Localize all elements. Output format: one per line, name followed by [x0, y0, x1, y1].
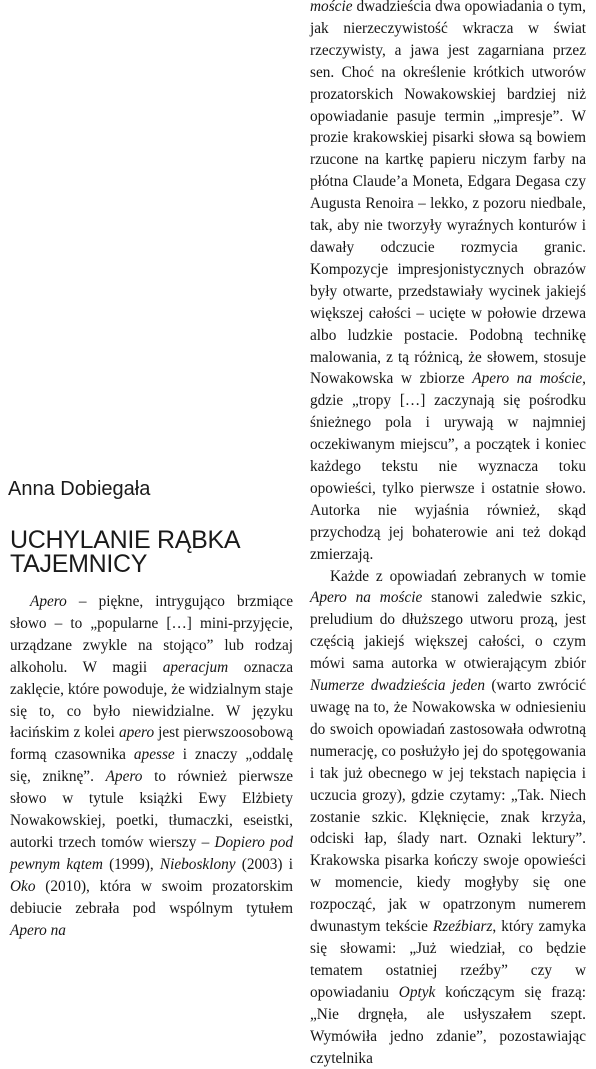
- italic-text: Numerze dwadzieścia jeden: [310, 677, 485, 695]
- italic-text: apero: [118, 724, 155, 742]
- text-run: , który zamyka się słowami: „Już wiedział, co będzie tematem ostatniej rzeźby” czy w opowiadaniu: [310, 918, 587, 1001]
- italic-text: Optyk: [398, 983, 436, 1001]
- text-run: jest pierwszoosobową formą czasownika: [10, 724, 294, 764]
- article-left-column: [10, 591, 293, 942]
- italic-text: Niebosklony: [159, 855, 236, 873]
- text-run: (2003) i: [235, 855, 293, 873]
- text-run: (warto zwrócić uwagę na to, że Nowakowska w odniesieniu do swoich opowiadań zastosowała odwrotną numerację, co posłużyło jej do spotęgowania i tak już obecnego w jej tekstach napięcia i uczucia grozy), gdzie czytamy: „Tak. Niech zostanie szkic. Klęknięcie, znak krzyża, odciski łap, ślady nart. Oznaki lektury”. Krakowska pisarka kończy swoje opowieści w momencie, kiedy mogłyby się one rozpocząć, jak w opatrzonym numerem dwunastym tekście: [310, 677, 586, 936]
- article-paragraph: [10, 591, 293, 942]
- text-run: – piękne, intrygująco brzmiące słowo – to „popularne […] mini-przyjęcie, urządzane zwykle na stojąco” lub rodzaj alkoholu. W magii: [10, 593, 293, 676]
- text-run: , gdzie „tropy […] zaczynają się pośrodku śnieżnego pola i urywają w najmniej oczekiwanym miejscu”, a początek i koniec każdego tekstu nie wyznacza toku opowieści, tylko pierwsze i ostatnie słowo. Autorka nie wyjaśnia również, skąd przychodzą jej bohaterowie ani też dokąd zmierzają.: [310, 370, 586, 563]
- italic-text: Apero na: [10, 921, 66, 939]
- text-run: Każde z opowiadań zebranych w tomie: [330, 567, 586, 585]
- italic-text: Rzeźbiarz: [432, 918, 493, 936]
- author-name: Anna Dobiegała: [8, 478, 151, 500]
- article-paragraph: [310, 566, 586, 1069]
- text-run: stanowi zaledwie szkic, preludium do dłuższego utworu prozą, jest częścią jakiejś większej całości, o czym mówi sama autorka w otwierającym zbiór: [310, 589, 586, 673]
- article-right-column: [310, 0, 586, 1069]
- italic-text: apesse: [133, 746, 175, 764]
- text-run: kończącym się frazą: „Nie drgnęła, ale usłyszałem szept. Wymówiła jedno zdanie”, pozostawiając czytelnika: [310, 983, 587, 1067]
- italic-text: aperacjum: [162, 658, 229, 676]
- italic-text: Apero na moście: [472, 370, 583, 388]
- italic-text: Oko: [10, 877, 36, 895]
- text-run: (2010), która w swoim prozatorskim debiucie zebrała pod wspólnym tytułem: [10, 877, 293, 917]
- text-run: oznacza zaklęcie, które powoduje, że widzialnym staje się to, co było niewidzialne. W języku łacińskim z kolei: [10, 658, 293, 742]
- text-run: to również pierwsze słowo w tytule książki Ewy Elżbiety Nowakowskiej, poetki, tłumaczki, eseistki, autorki trzech tomów wierszy –: [10, 768, 293, 851]
- italic-text: moście: [310, 0, 353, 15]
- text-run: (1999),: [102, 855, 160, 873]
- text-run: i znaczy „oddalę się, zniknę”.: [10, 746, 293, 786]
- italic-text: Apero na moście: [310, 589, 423, 607]
- article-title: UCHYLANIE RĄBKA TAJEMNICY: [10, 526, 239, 578]
- article-paragraph: [310, 0, 586, 566]
- italic-text: Apero: [105, 768, 143, 786]
- italic-text: Dopiero pod pewnym kątem: [10, 833, 294, 873]
- italic-text: Apero: [30, 593, 67, 610]
- text-run: dwadzieścia dwa opowiadania o tym, jak nierzeczywistość wkracza w świat rzeczywisty, a jawa jest zagarniana przez sen. Choć na określenie krótkich utworów prozatorskich Nowakowskiej bardziej niż opowiadanie pasuje termin „impresje”. W prozie krakowskiej pisarki słowa są bowiem rzucone na kartkę papieru niczym farby na płótna Claude’a Moneta, Edgara Degasa czy Augusta Renoira – lekko, z pozoru niedbale, tak, aby nie tworzyły wyraźnych konturów i dawały odczucie rozmycia granic. Kompozycje impresjonistycznych obrazów były otwarte, przedstawiały wycinek jakiejś większej całości – ucięte w połowie drzewa albo ludzkie postacie. Podobną technikę malowania, z tą różnicą, że słowem, stosuje Nowakowska w zbiorze: [310, 0, 586, 388]
